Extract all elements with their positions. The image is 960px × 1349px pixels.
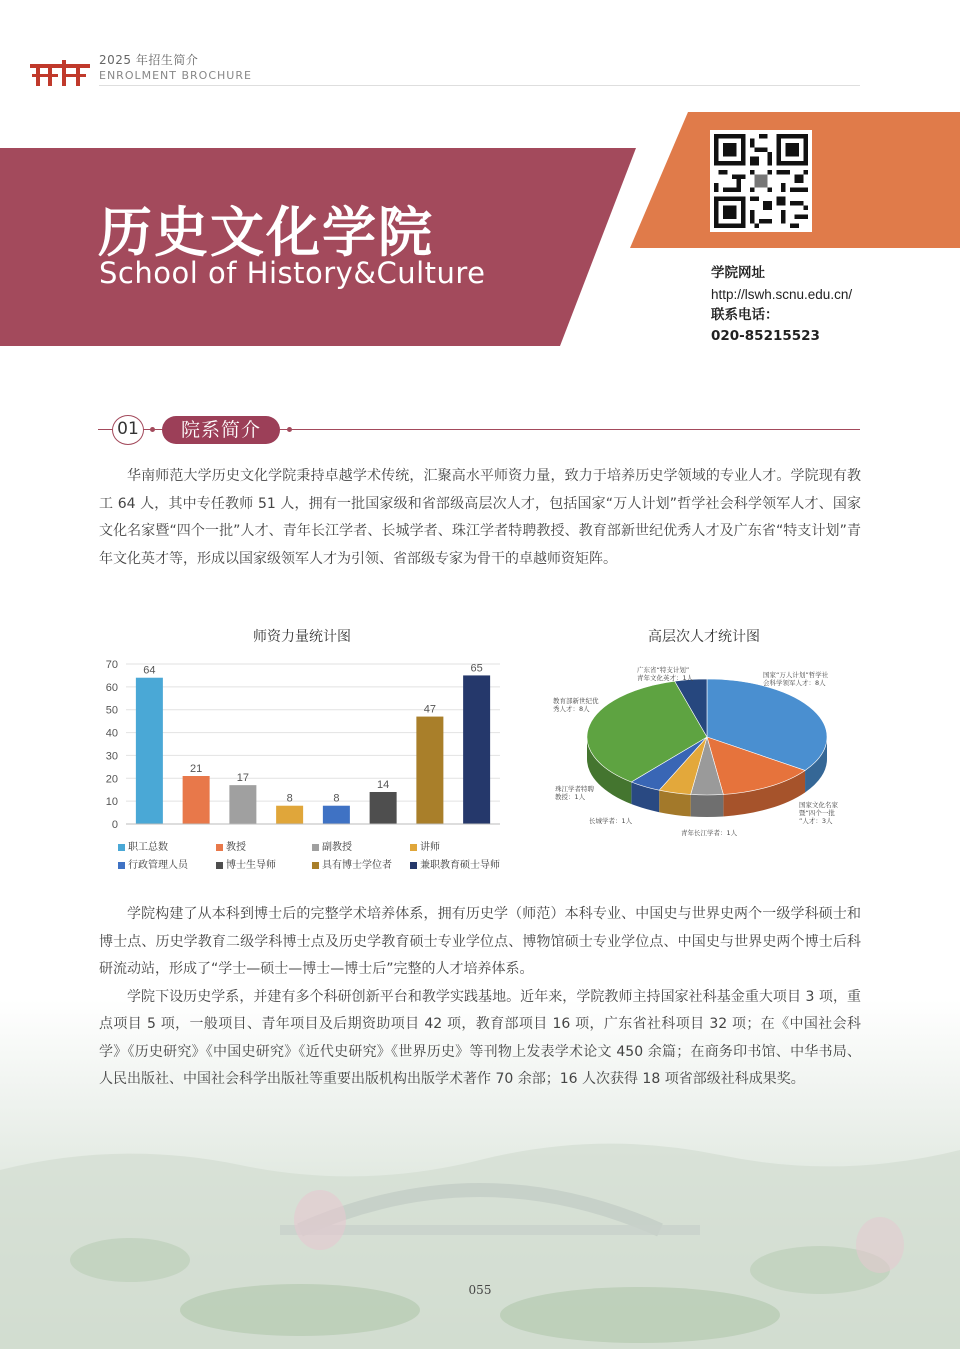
brochure-title-en: ENROLMENT BROCHURE: [99, 69, 252, 82]
phone-label: 联系电话：: [711, 307, 779, 323]
legend-item: [118, 838, 168, 853]
legend-item: [216, 838, 246, 853]
bar-y-tick-label: 30: [105, 750, 118, 763]
bar-value-label: 17: [236, 772, 249, 785]
school-logo: [30, 60, 90, 86]
pie-slice-label: 珠江学者特聘教授：1人: [555, 785, 594, 801]
legend-item: [312, 856, 392, 871]
brochure-header: [99, 52, 252, 84]
pie-chart: [545, 655, 865, 850]
page-number: 055: [468, 1283, 492, 1297]
bar: [183, 776, 210, 824]
legend-item: [216, 856, 276, 871]
bar: [276, 806, 303, 824]
legend-label: 教授: [226, 842, 246, 853]
pie-slice-side: [691, 794, 724, 817]
website-url[interactable]: http://lswh.scnu.edu.cn/: [711, 287, 853, 302]
pie-slice-label: 国家“万人计划”哲学社会科学领军人才：8人: [763, 671, 829, 687]
research-text: 学院下设历史学系，并建有多个科研创新平台和教学实践基地。近年来，学院教师主持国家社科基金重大项目 3 项，重点项目 5 项，一般项目、青年项目及后期资助项目 42 项，教育部项目 16 项，广东省社科项目 32 项；在《中国社会科学》《历史研究》《中国史研究》《近代史研究》《世界历史》等刊物上发表学术论文 450 余篇；在商务印书馆、中华书局、人民出版社、中国社会科学出版社等重要出版机构出版学术著作 70 余部；16 人次获得 18 项省部级社科成果奖。: [99, 988, 861, 1087]
system-paragraph: [99, 901, 861, 1094]
contact-info: [711, 263, 852, 347]
bar-y-tick-label: 50: [105, 704, 118, 717]
school-title-cn: 历史文化学院: [98, 200, 434, 264]
legend-swatch: [410, 862, 417, 869]
section-dot-right: [287, 427, 292, 432]
pie-slice-label: 广东省“特支计划”青年文化英才：1人: [637, 666, 694, 682]
bar: [136, 678, 163, 824]
system-text: 学院构建了从本科到博士后的完整学术培养体系，拥有历史学（师范）本科专业、中国史与世界史两个一级学科硕士和博士点、历史学教育二级学科博士点及历史学教育硕士专业学位点、博物馆硕士专业学位点、中国史与世界史两个博士后科研流动站，形成了“学士—硕士—博士—博士后”完整的人才培养体系。: [99, 906, 861, 977]
bar: [416, 717, 443, 824]
intro-paragraph: [99, 463, 861, 573]
bar-value-label: 64: [143, 664, 156, 677]
pie-slice-label: 长城学者：1人: [589, 817, 633, 825]
legend-swatch: [216, 862, 223, 869]
brochure-title-cn: 2025 年招生简介: [99, 53, 199, 67]
bar: [370, 792, 397, 824]
bar-value-label: 14: [377, 779, 390, 791]
pie-slice-label: 国家文化名家暨“四个一批”人才：3人: [799, 801, 838, 825]
header-divider: [99, 85, 860, 86]
legend-label: 兼职教育硕士导师: [420, 860, 500, 871]
bar: [323, 806, 350, 824]
legend-label: 行政管理人员: [128, 860, 188, 871]
bar-y-tick-label: 70: [105, 659, 118, 671]
section-number: 01: [112, 415, 144, 445]
bar-y-tick-label: 0: [111, 819, 118, 831]
legend-label: 博士生导师: [226, 860, 276, 871]
bar-y-tick-label: 60: [105, 681, 118, 694]
legend-swatch: [410, 844, 417, 851]
bar-value-label: 21: [190, 763, 203, 775]
legend-swatch: [118, 862, 125, 869]
bar-y-tick-label: 20: [105, 773, 118, 786]
legend-swatch: [118, 844, 125, 851]
legend-item: [118, 856, 188, 871]
bar-value-label: 8: [333, 792, 340, 805]
bar: [229, 785, 256, 824]
pie-slice-label: 教育部新世纪优秀人才：8人: [553, 697, 599, 713]
bar-value-label: 47: [423, 703, 436, 716]
legend-label: 讲师: [420, 842, 440, 853]
legend-swatch: [312, 844, 319, 851]
pie-chart-title: 高层次人才统计图: [648, 629, 760, 645]
pie-slice-label: 青年长江学者：1人: [681, 829, 738, 837]
legend-label: 职工总数: [128, 842, 168, 853]
bar-chart: [96, 652, 516, 837]
bar-y-tick-label: 10: [105, 796, 118, 809]
school-title-en: School of History&Culture: [99, 256, 486, 290]
intro-text: 华南师范大学历史文化学院秉持卓越学术传统，汇聚高水平师资力量，致力于培养历史学领域的专业人才。学院现有教工 64 人，其中专任教师 51 人，拥有一批国家级和省部级高层次人才，包括国家“万人计划”哲学社会科学领军人才、国家文化名家暨“四个一批”人才、青年长江学者、长城学者、珠江学者特聘教授、教育部新世纪优秀人才及广东省“特支计划”青年文化英才等，形成以国家级领军人才为引领、省部级专家为骨干的卓越师资矩阵。: [99, 468, 861, 567]
bar-chart-title: 师资力量统计图: [253, 629, 351, 645]
legend-item: [410, 856, 500, 871]
section-title: 院系简介: [162, 416, 280, 444]
website-label: 学院网址: [711, 265, 765, 281]
legend-item: [312, 838, 352, 853]
phone-number: 020-85215523: [711, 328, 820, 344]
legend-label: 具有博士学位者: [322, 860, 392, 871]
legend-item: [410, 838, 440, 853]
bar-y-tick-label: 40: [105, 727, 118, 740]
bar-value-label: 65: [470, 662, 483, 675]
bar: [463, 675, 490, 824]
section-dot-left: [150, 427, 155, 432]
legend-swatch: [216, 844, 223, 851]
legend-label: 副教授: [322, 842, 352, 853]
qr-code: [710, 130, 812, 232]
legend-swatch: [312, 862, 319, 869]
bar-value-label: 8: [286, 792, 293, 805]
